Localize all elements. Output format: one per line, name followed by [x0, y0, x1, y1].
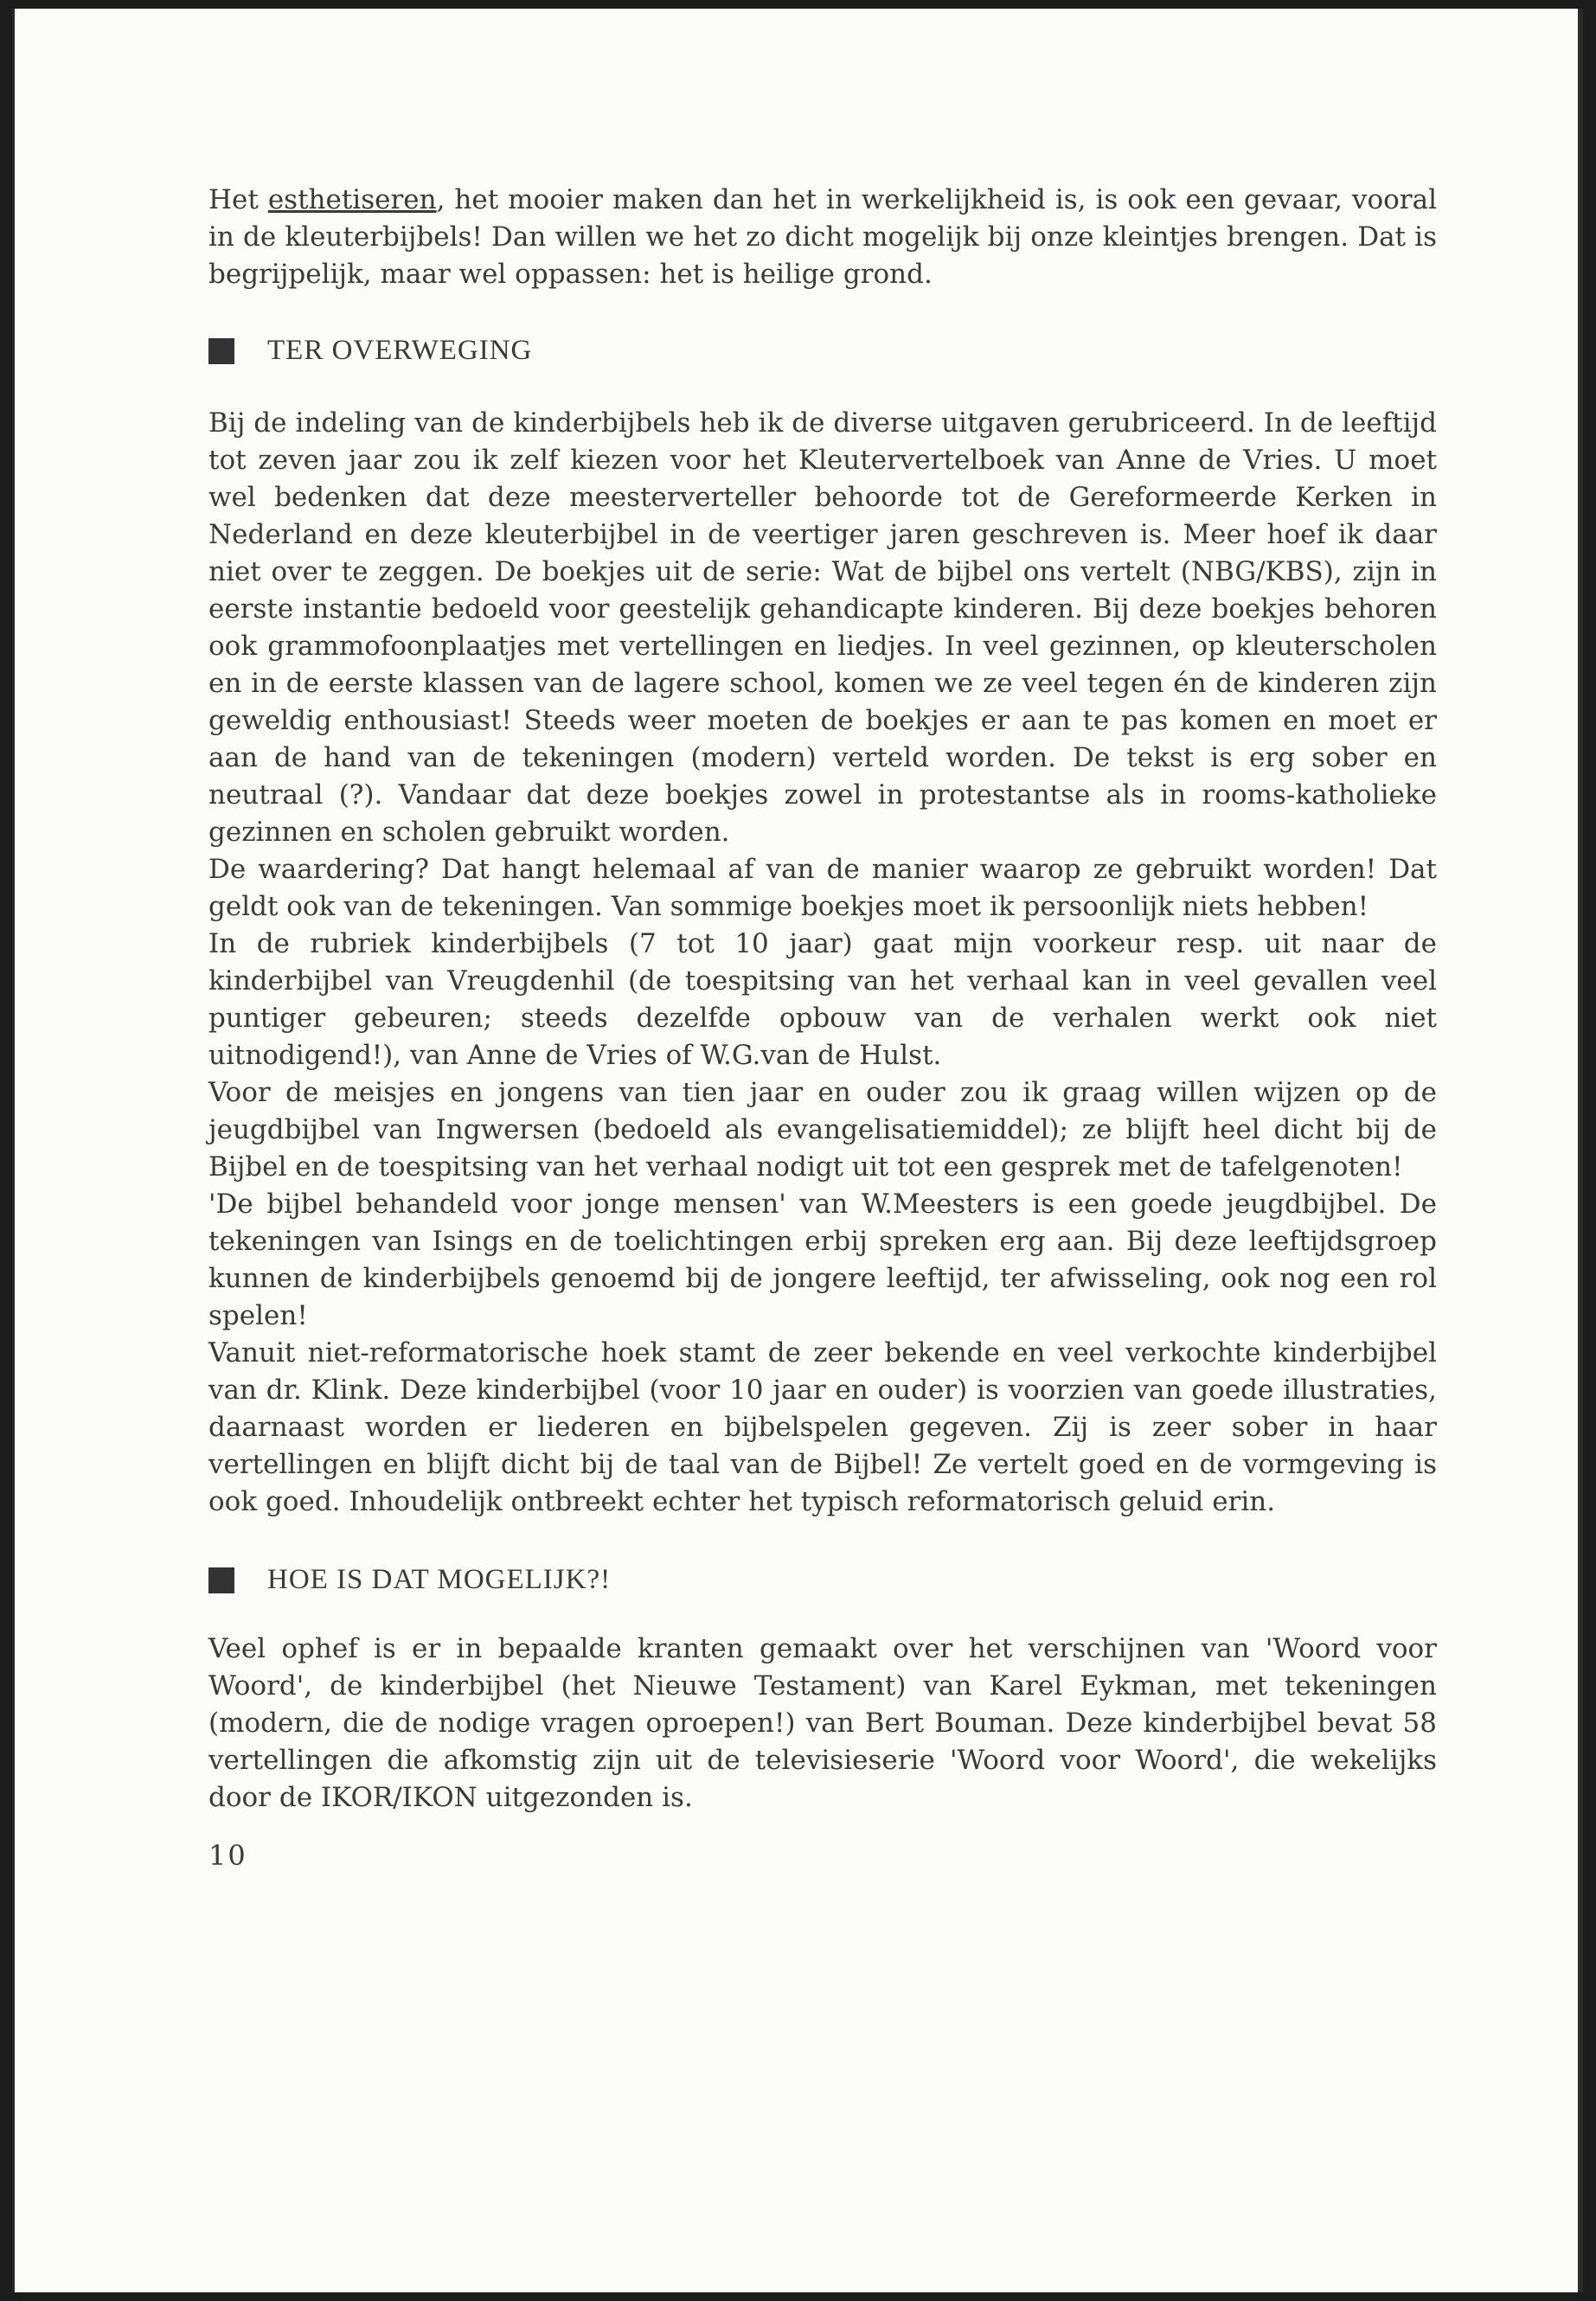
section-heading-ter-overweging — [208, 335, 1437, 367]
underlined-word: esthetiseren — [267, 184, 437, 215]
body-paragraph: Veel ophef is er in bepaalde kranten gemaakt over het verschijnen van 'Woord voor Woord', de kinderbijbel (het Nieuwe Testament) van Karel Eykman, met tekeningen (modern, die de nodige vragen oproepen!) van Bert Bouman. Deze kinderbijbel bevat 58 vertellingen die afkomstig zijn uit de televisieserie 'Woord voor Woord', die wekelijks door de IKOR/IKON uitgezonden is. — [208, 1633, 1437, 1813]
section-heading-hoe-is-dat-mogelijk — [208, 1564, 1437, 1596]
body-paragraph: 'De bijbel behandeld voor jonge mensen' van W.Meesters is een goede jeugdbijbel. De tekeningen van Isings en de toelichtingen erbij spreken erg aan. Bij deze leeftijdsgroep kunnen de kinderbijbels genoemd bij de jongere leeftijd, ter afwisseling, ook nog een rol spelen! — [208, 1189, 1437, 1331]
section-heading-text: HOE IS DAT MOGELIJK?! — [267, 1564, 612, 1595]
intro-before: Het — [208, 184, 268, 215]
scanned-page — [12, 9, 1583, 2292]
intro-after: , het mooier maken dan het in werkelijkheid is, is ook een gevaar, vooral in de kleuterbijbels! Dan willen we het zo dicht mogelijk bij onze kleintjes brengen. Dat is begrijpelijk, maar wel oppassen: het is heilige grond. — [208, 184, 1437, 290]
bullet-square-icon — [208, 338, 234, 364]
page-content — [208, 182, 1437, 1872]
section-heading-text: TER OVERWEGING — [267, 335, 533, 366]
page-number: 10 — [208, 1839, 247, 1872]
body-paragraph: Vanuit niet-reformatorische hoek stamt de zeer bekende en veel verkochte kinderbijbel van dr. Klink. Deze kinderbijbel (voor 10 jaar en ouder) is voorzien van goede illustraties, daarnaast worden er liederen en bijbelspelen gegeven. Zij is zeer sober in haar vertellingen en blijft dicht bij de taal van de Bijbel! Ze vertelt goed en de vormgeving is ook goed. Inhoudelijk ontbreekt echter het typisch reformatorisch geluid erin. — [208, 1337, 1437, 1517]
intro-paragraph — [208, 182, 1437, 293]
bullet-square-icon — [208, 1567, 234, 1593]
body-paragraph: Voor de meisjes en jongens van tien jaar en ouder zou ik graag willen wijzen op de jeugdbijbel van Ingwersen (bedoeld als evangelisatiemiddel); ze blijft heel dicht bij de Bijbel en de toespitsing van het verhaal nodigt uit tot een gesprek met de tafelgenoten! — [208, 1077, 1437, 1183]
body-paragraph: Bij de indeling van de kinderbijbels heb ik de diverse uitgaven gerubriceerd. In de leeftijd tot zeven jaar zou ik zelf kiezen voor het Kleutervertelboek van Anne de Vries. U moet wel bedenken dat deze meesterverteller behoorde tot de Gereformeerde Kerken in Nederland en deze kleuterbijbel in de veertiger jaren geschreven is. Meer hoef ik daar niet over te zeggen. De boekjes uit de serie: Wat de bijbel ons vertelt (NBG/KBS), zijn in eerste instantie bedoeld voor geestelijk gehandicapte kinderen. Bij deze boekjes behoren ook grammofoonplaatjes met vertellingen en liedjes. In veel gezinnen, op kleuterscholen en in de eerste klassen van de lagere school, komen we ze veel tegen én de kinderen zijn geweldig enthousiast! Steeds weer moeten de boekjes er aan te pas komen en moet er aan de hand van de tekeningen (modern) verteld worden. De tekst is erg sober en neutraal (?). Vandaar dat deze boekjes zowel in protestantse als in rooms-katholieke gezinnen en scholen gebruikt worden. — [208, 407, 1437, 848]
body-paragraph: De waardering? Dat hangt helemaal af van de manier waarop ze gebruikt worden! Dat geldt ook van de tekeningen. Van sommige boekjes moet ik persoonlijk niets hebben! — [208, 854, 1437, 922]
body-paragraph: In de rubriek kinderbijbels (7 tot 10 jaar) gaat mijn voorkeur resp. uit naar de kinderbijbel van Vreugdenhil (de toespitsing van het verhaal kan in veel gevallen veel puntiger gebeuren; steeds dezelfde opbouw van de verhalen werkt ook niet uitnodigend!), van Anne de Vries of W.G.van de Hulst. — [208, 928, 1437, 1071]
